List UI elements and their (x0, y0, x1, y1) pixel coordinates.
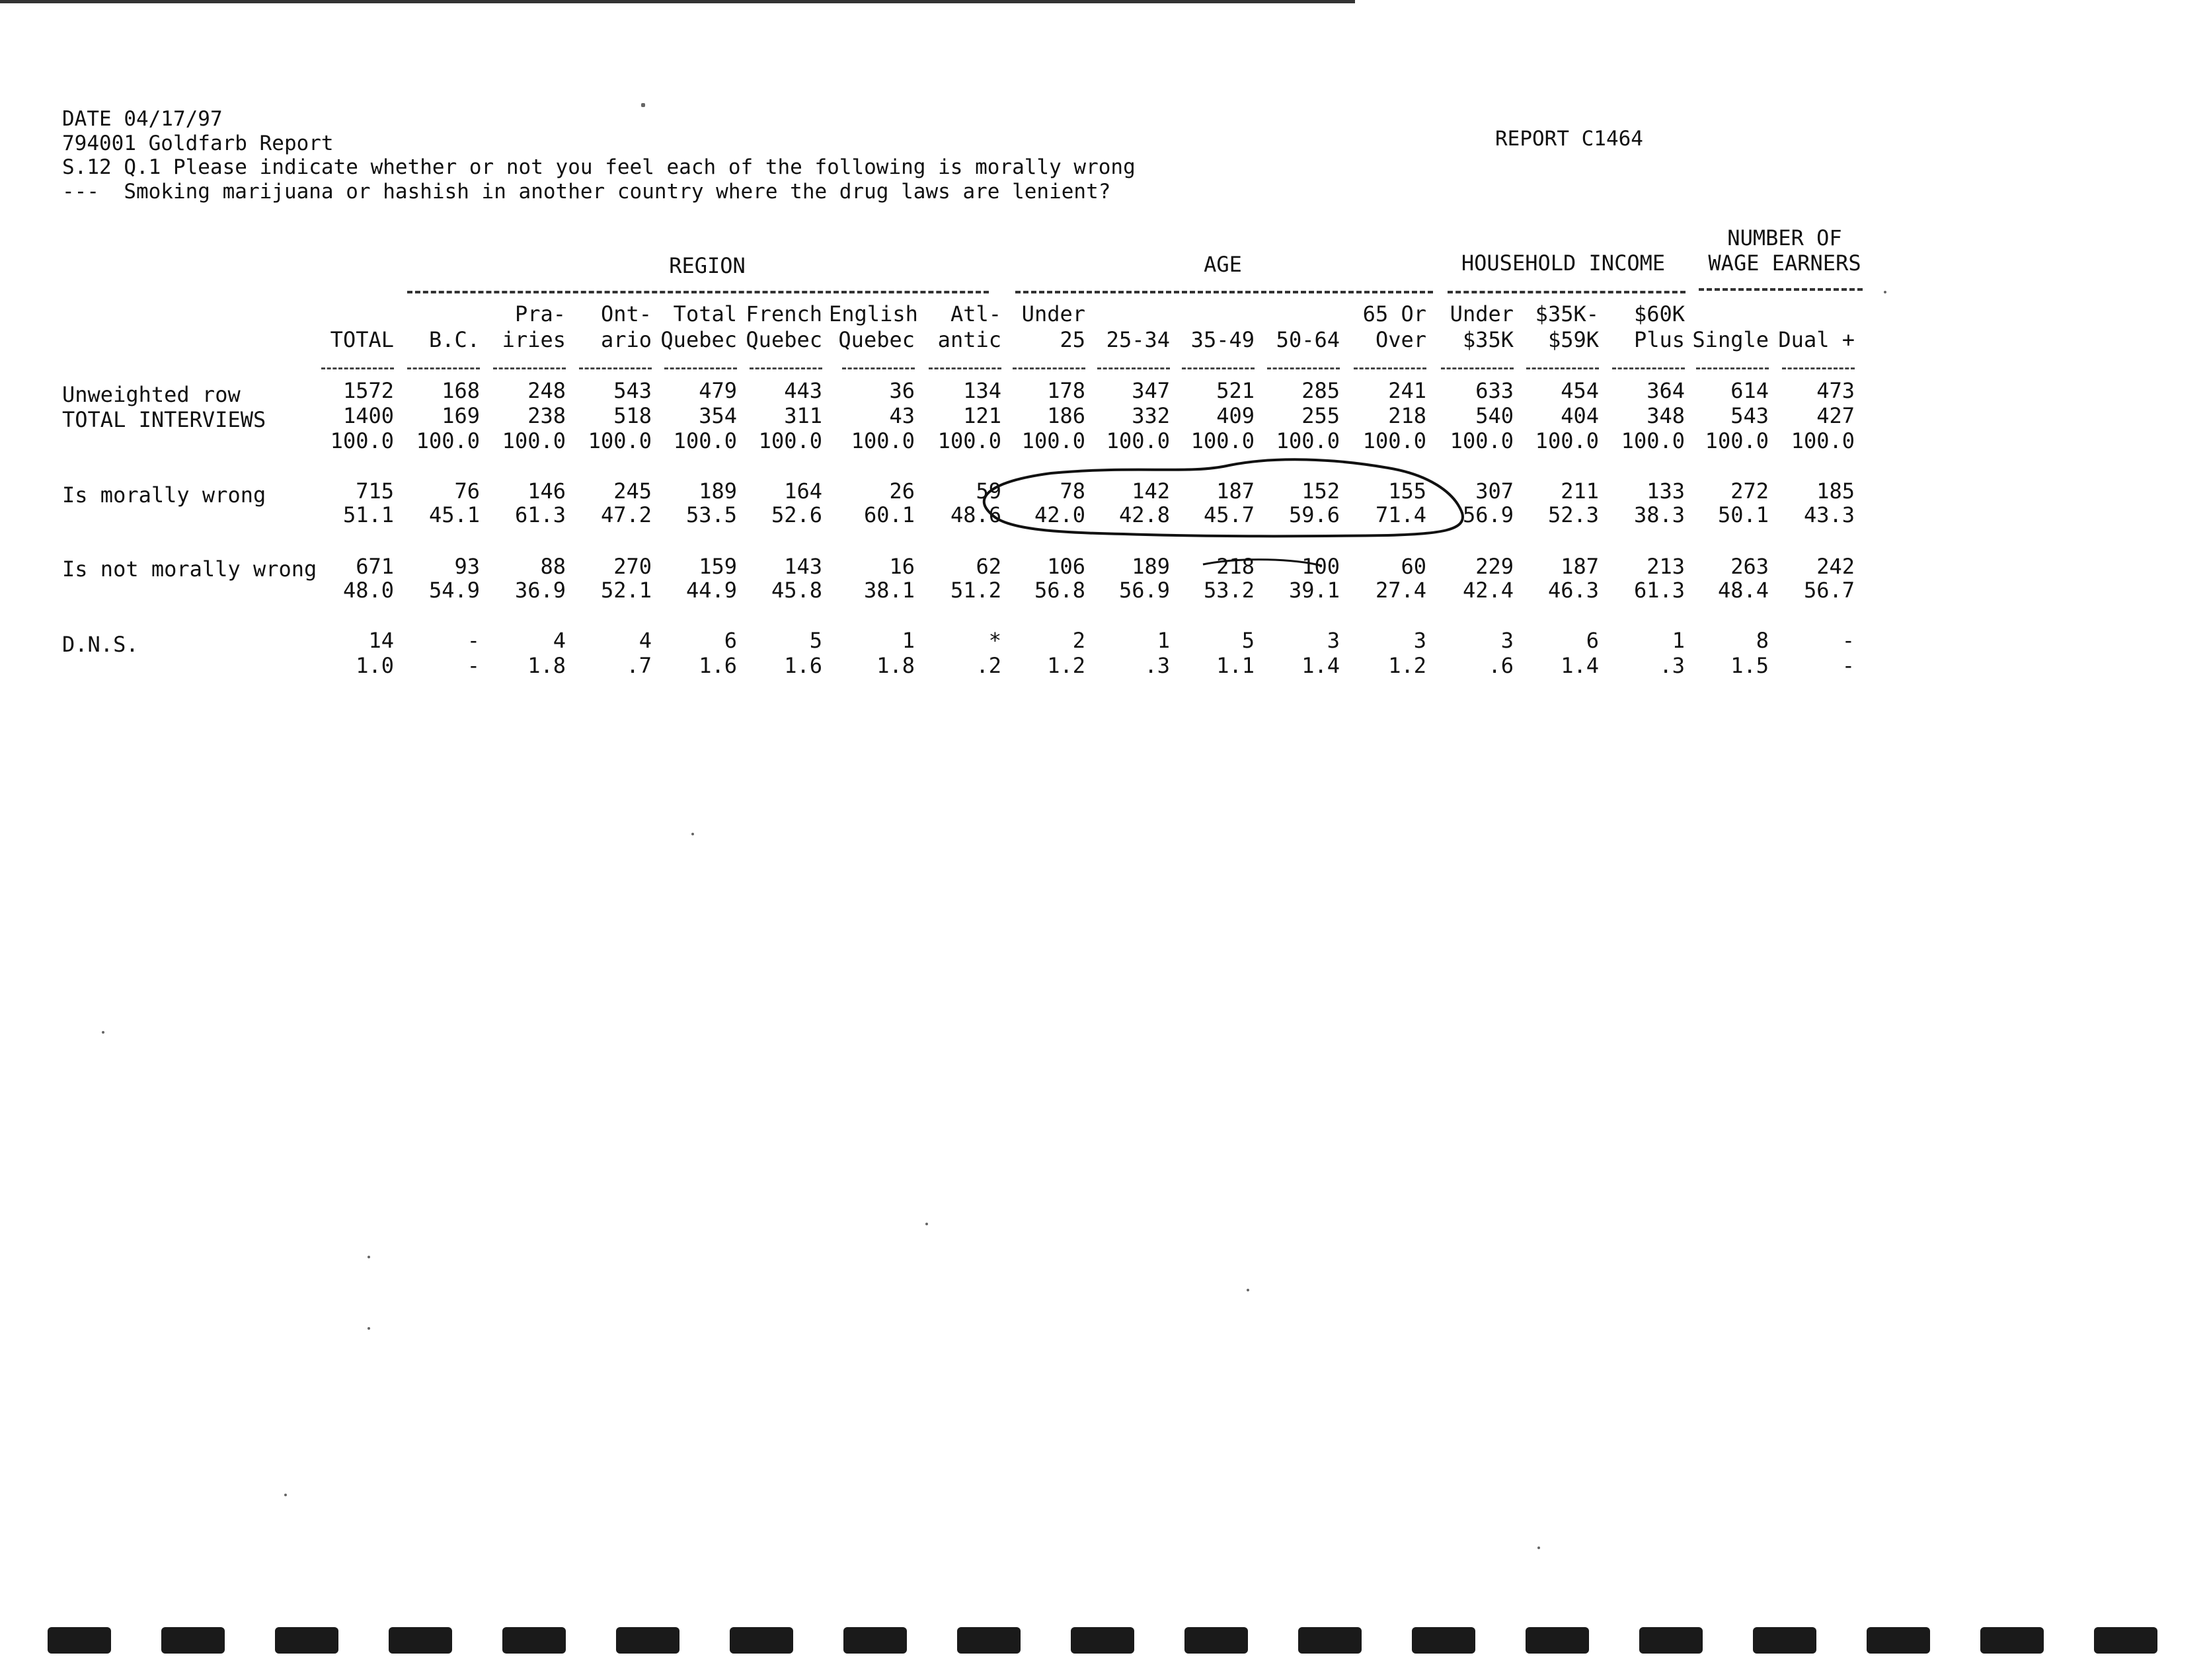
column-header-line2: ario (600, 327, 652, 352)
table-cell: .6 (1488, 653, 1514, 678)
table-cell: 348 (1647, 403, 1685, 428)
table-cell: 100.0 (1791, 428, 1855, 453)
table-cell: 100.0 (851, 428, 915, 453)
table-cell: 479 (699, 378, 737, 403)
table-cell: 100.0 (1276, 428, 1340, 453)
table-cell: .7 (626, 653, 652, 678)
table-cell: 59.6 (1288, 502, 1340, 527)
table-cell: 38.1 (863, 578, 915, 603)
table-cell: 187 (1561, 554, 1599, 579)
row-label-dns: D.N.S. (62, 632, 139, 657)
column-header-line1: Ont- (600, 301, 652, 326)
table-cell: 1.0 (356, 653, 394, 678)
table-cell: 521 (1216, 378, 1255, 403)
column-header-line1: French (746, 301, 822, 326)
punch-hole-mark (1298, 1627, 1362, 1654)
table-cell: 3 (1327, 628, 1340, 653)
punch-hole-mark (1184, 1627, 1248, 1654)
table-cell: 42.0 (1034, 502, 1085, 527)
report-id: REPORT C1464 (1495, 127, 1643, 151)
subquestion-text: --- Smoking marijuana or hashish in another country where the drug laws are lenient? (62, 180, 1111, 204)
table-cell: 56.8 (1034, 578, 1085, 603)
table-cell: 106 (1047, 554, 1085, 579)
table-cell: 146 (527, 478, 566, 504)
column-header-line2: Quebec (746, 327, 822, 352)
table-cell: 14 (368, 628, 394, 653)
table-cell: 61.3 (1633, 578, 1685, 603)
punch-hole-mark (957, 1627, 1021, 1654)
table-cell: 45.1 (428, 502, 480, 527)
table-cell: 5 (1241, 628, 1255, 653)
table-cell: 52.1 (600, 578, 652, 603)
punch-hole-mark (275, 1627, 338, 1654)
table-cell: 248 (527, 378, 566, 403)
table-cell: 48.4 (1717, 578, 1769, 603)
table-cell: 311 (784, 403, 822, 428)
table-cell: 62 (976, 554, 1001, 579)
table-cell: 52.3 (1547, 502, 1599, 527)
table-cell: 1.6 (784, 653, 822, 678)
column-header-line2: $35K (1462, 327, 1514, 352)
table-cell: 229 (1475, 554, 1514, 579)
scan-speck (1537, 1546, 1540, 1549)
table-cell: 43.3 (1803, 502, 1855, 527)
table-cell: 285 (1301, 378, 1340, 403)
scan-speck (1247, 1289, 1249, 1291)
punch-hole-mark (389, 1627, 452, 1654)
table-cell: 100.0 (758, 428, 822, 453)
table-cell: 100.0 (1621, 428, 1685, 453)
column-header-line2: Quebec (660, 327, 737, 352)
table-cell: 100.0 (588, 428, 652, 453)
scan-speck (1884, 291, 1886, 293)
column-header-line1: Total (673, 301, 737, 326)
column-header-line2: B.C. (428, 327, 480, 352)
table-cell: 409 (1216, 403, 1255, 428)
table-cell: 540 (1475, 403, 1514, 428)
table-cell: 218 (1388, 403, 1426, 428)
punch-hole-mark (502, 1627, 566, 1654)
punch-hole-mark (2094, 1627, 2157, 1654)
table-cell: 100.0 (502, 428, 566, 453)
table-cell: 50.1 (1717, 502, 1769, 527)
report-name: 794001 Goldfarb Report (62, 132, 334, 155)
table-cell: 241 (1388, 378, 1426, 403)
column-header-line2: iries (502, 327, 566, 352)
table-cell: 518 (613, 403, 652, 428)
table-cell: 48.6 (950, 502, 1001, 527)
table-cell: 185 (1816, 478, 1855, 504)
group-region-label: REGION (669, 253, 746, 278)
group-income-label: HOUSEHOLD INCOME (1461, 250, 1666, 276)
table-cell: 614 (1730, 378, 1769, 403)
table-cell: 16 (889, 554, 915, 579)
column-header-line2: Single (1692, 327, 1769, 352)
table-cell: 1.5 (1730, 653, 1769, 678)
table-cell: 142 (1132, 478, 1170, 504)
column-header-line1: $60K (1633, 301, 1685, 326)
table-cell: 8 (1756, 628, 1769, 653)
table-cell: 56.7 (1803, 578, 1855, 603)
scan-speck (691, 833, 694, 835)
table-cell: 56.9 (1462, 502, 1514, 527)
table-cell: 270 (613, 554, 652, 579)
table-cell: 44.9 (685, 578, 737, 603)
table-cell: 100.0 (937, 428, 1001, 453)
table-cell: 255 (1301, 403, 1340, 428)
table-cell: 169 (442, 403, 480, 428)
table-cell: 347 (1132, 378, 1170, 403)
table-cell: 332 (1132, 403, 1170, 428)
table-cell: 543 (1730, 403, 1769, 428)
column-header-line1: $35K- (1535, 301, 1599, 326)
question-text: S.12 Q.1 Please indicate whether or not you feel each of the following is morally wrong (62, 155, 1136, 179)
group-earners-label-line2: WAGE EARNERS (1708, 250, 1861, 276)
table-cell: 213 (1647, 554, 1685, 579)
table-cell: 134 (963, 378, 1001, 403)
table-cell: 4 (639, 628, 652, 653)
table-cell: 1.4 (1561, 653, 1599, 678)
table-cell: 211 (1561, 478, 1599, 504)
scan-speck (641, 103, 645, 107)
scan-speck (284, 1494, 287, 1496)
table-cell: 88 (540, 554, 566, 579)
column-header-line1: Under (1450, 301, 1514, 326)
table-cell: 1 (1672, 628, 1685, 653)
table-cell: 238 (527, 403, 566, 428)
table-cell: - (1841, 653, 1855, 678)
table-cell: 189 (1132, 554, 1170, 579)
group-earners-label-line1: NUMBER OF (1727, 225, 1842, 250)
table-cell: 427 (1816, 403, 1855, 428)
table-cell: 155 (1388, 478, 1426, 504)
table-cell: 263 (1730, 554, 1769, 579)
table-cell: .2 (976, 653, 1001, 678)
table-cell: 1 (902, 628, 915, 653)
table-cell: 43 (889, 403, 915, 428)
scan-speck (368, 1327, 370, 1330)
table-cell: 61.3 (514, 502, 566, 527)
table-cell: 93 (454, 554, 480, 579)
table-cell: 78 (1060, 478, 1085, 504)
table-cell: 1.2 (1388, 653, 1426, 678)
column-header-line2: 50-64 (1276, 327, 1340, 352)
table-cell: 178 (1047, 378, 1085, 403)
column-header-line2: TOTAL (330, 327, 394, 352)
table-cell: 47.2 (600, 502, 652, 527)
table-cell: 3 (1413, 628, 1426, 653)
column-header-line2: $59K (1547, 327, 1599, 352)
column-header-line2: Dual + (1778, 327, 1855, 352)
table-cell: 443 (784, 378, 822, 403)
table-cell: 1 (1157, 628, 1170, 653)
table-cell: 36.9 (514, 578, 566, 603)
column-header-line2: Over (1375, 327, 1426, 352)
table-cell: 38.3 (1633, 502, 1685, 527)
table-cell: 71.4 (1375, 502, 1426, 527)
table-cell: 143 (784, 554, 822, 579)
table-cell: 100.0 (673, 428, 737, 453)
table-cell: 39.1 (1288, 578, 1340, 603)
table-cell: 543 (613, 378, 652, 403)
punch-hole-mark (161, 1627, 225, 1654)
punch-hole-mark (1526, 1627, 1589, 1654)
punch-hole-mark (730, 1627, 793, 1654)
report-date: DATE 04/17/97 (62, 107, 223, 131)
column-header-line2: antic (937, 327, 1001, 352)
table-cell: 1.8 (876, 653, 915, 678)
row-label-total-interviews: TOTAL INTERVIEWS (62, 407, 266, 432)
table-cell: 473 (1816, 378, 1855, 403)
punch-hole-mark (1071, 1627, 1134, 1654)
table-cell: 159 (699, 554, 737, 579)
table-cell: 1.6 (699, 653, 737, 678)
table-cell: 26 (889, 478, 915, 504)
table-cell: 100 (1301, 554, 1340, 579)
table-cell: 100.0 (1190, 428, 1255, 453)
table-cell: 51.2 (950, 578, 1001, 603)
row-label-unweighted: Unweighted row (62, 382, 241, 407)
table-cell: 53.2 (1203, 578, 1255, 603)
punch-hole-mark (1980, 1627, 2044, 1654)
table-cell: 1.8 (527, 653, 566, 678)
table-cell: 3 (1500, 628, 1514, 653)
table-cell: 6 (1586, 628, 1599, 653)
table-cell: 42.4 (1462, 578, 1514, 603)
table-cell: 100.0 (1362, 428, 1426, 453)
table-cell: 100.0 (1705, 428, 1769, 453)
table-cell: 1572 (342, 378, 394, 403)
table-cell: 189 (699, 478, 737, 504)
table-cell: 633 (1475, 378, 1514, 403)
table-cell: .3 (1659, 653, 1685, 678)
table-cell: 187 (1216, 478, 1255, 504)
column-header-line2: 25-34 (1106, 327, 1170, 352)
column-header-line2: Quebec (838, 327, 915, 352)
table-cell: 60 (1401, 554, 1426, 579)
punch-hole-mark (843, 1627, 907, 1654)
table-cell: 100.0 (1106, 428, 1170, 453)
table-cell: 59 (976, 478, 1001, 504)
table-cell: 52.6 (771, 502, 822, 527)
table-cell: 715 (356, 478, 394, 504)
scan-speck (102, 1031, 104, 1034)
table-cell: 454 (1561, 378, 1599, 403)
table-cell: 60.1 (863, 502, 915, 527)
table-cell: 404 (1561, 403, 1599, 428)
table-cell: 45.7 (1203, 502, 1255, 527)
table-cell: 1400 (342, 403, 394, 428)
column-header-line1: 65 Or (1362, 301, 1426, 326)
table-cell: - (467, 628, 480, 653)
table-cell: 100.0 (1021, 428, 1085, 453)
table-cell: 51.1 (342, 502, 394, 527)
table-cell: 1.4 (1301, 653, 1340, 678)
table-cell: 56.9 (1118, 578, 1170, 603)
table-cell: 48.0 (342, 578, 394, 603)
column-header-line1: Under (1021, 301, 1085, 326)
table-cell: 152 (1301, 478, 1340, 504)
group-age-label: AGE (1204, 252, 1242, 277)
table-cell: 46.3 (1547, 578, 1599, 603)
table-cell: 100.0 (1535, 428, 1599, 453)
table-cell: 186 (1047, 403, 1085, 428)
table-cell: 364 (1647, 378, 1685, 403)
punch-hole-mark (1639, 1627, 1703, 1654)
table-cell: 6 (724, 628, 737, 653)
table-cell: 671 (356, 554, 394, 579)
table-cell: 1.2 (1047, 653, 1085, 678)
scan-speck (925, 1223, 928, 1225)
table-cell: 1.1 (1216, 653, 1255, 678)
table-cell: 121 (963, 403, 1001, 428)
table-cell: 54.9 (428, 578, 480, 603)
column-header-line1: Atl- (950, 301, 1001, 326)
punch-hole-mark (1412, 1627, 1475, 1654)
row-label-morally-wrong: Is morally wrong (62, 482, 266, 508)
table-cell: 76 (454, 478, 480, 504)
table-cell: 36 (889, 378, 915, 403)
table-cell: 100.0 (416, 428, 480, 453)
punch-hole-mark (1867, 1627, 1930, 1654)
table-cell: 5 (809, 628, 822, 653)
table-cell: 27.4 (1375, 578, 1426, 603)
column-header-line2: Plus (1633, 327, 1685, 352)
table-cell: 168 (442, 378, 480, 403)
table-cell: 100.0 (1450, 428, 1514, 453)
punch-hole-mark (1753, 1627, 1816, 1654)
column-header-line1: English (829, 301, 918, 326)
table-cell: 242 (1816, 554, 1855, 579)
table-cell: 354 (699, 403, 737, 428)
table-cell: * (988, 628, 1001, 653)
table-cell: 2 (1072, 628, 1085, 653)
table-cell: 4 (553, 628, 566, 653)
punch-hole-mark (48, 1627, 111, 1654)
table-cell: .3 (1144, 653, 1170, 678)
table-cell: 245 (613, 478, 652, 504)
row-label-not-morally-wrong: Is not morally wrong (62, 556, 317, 582)
table-cell: 45.8 (771, 578, 822, 603)
column-header-line1: Pra- (514, 301, 566, 326)
table-cell: 53.5 (685, 502, 737, 527)
table-cell: 307 (1475, 478, 1514, 504)
table-cell: 133 (1647, 478, 1685, 504)
punch-hole-mark (616, 1627, 679, 1654)
table-cell: - (1841, 628, 1855, 653)
column-header-line2: 35-49 (1190, 327, 1255, 352)
table-cell: 272 (1730, 478, 1769, 504)
table-cell: 100.0 (330, 428, 394, 453)
scan-speck (368, 1256, 370, 1258)
column-header-line2: 25 (1060, 327, 1085, 352)
table-cell: - (467, 653, 480, 678)
table-cell: 164 (784, 478, 822, 504)
table-cell: 42.8 (1118, 502, 1170, 527)
table-cell: 218 (1216, 554, 1255, 579)
